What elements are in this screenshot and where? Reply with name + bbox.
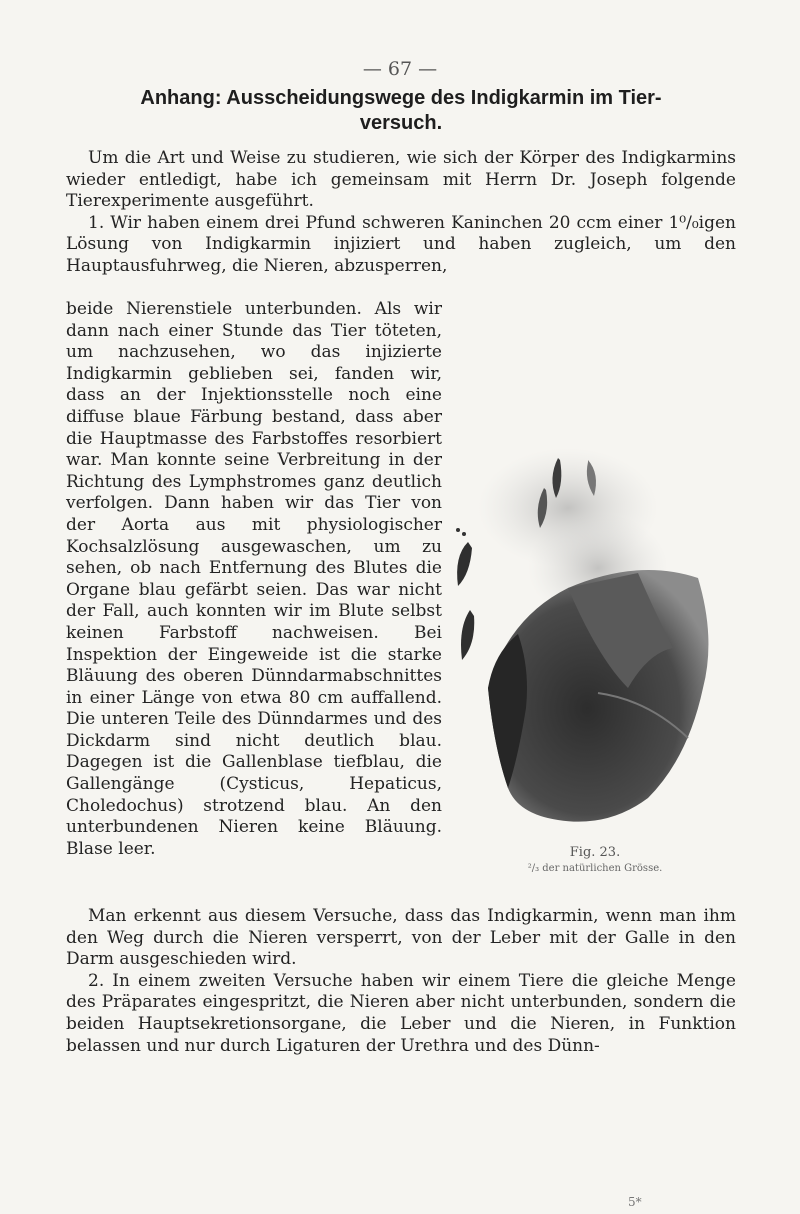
conclusion-text-block [66, 906, 736, 1057]
intro-text-block [66, 148, 736, 278]
figure-organ-illustration [448, 438, 716, 826]
figure-caption: Fig. 23. [569, 845, 621, 860]
paragraph-experiment-1: 1. Wir haben einem drei Pfund schweren Kaninchen 20 ccm einer 1⁰/₀igen Lösung von Indigkarmin injiziert und haben zugleich, um den Hauptausfuhrweg, die Nieren, abzusperren, [66, 212, 736, 276]
section-heading [66, 86, 736, 136]
duct-segment [457, 542, 472, 586]
paragraph-intro: Um die Art und Weise zu studieren, wie sich der Körper des Indigkarmins wieder entledigt, habe ich gemeinsam mit Herrn Dr. Joseph folgende Tierexperimente ausgeführt. [66, 148, 736, 212]
paragraph-conclusion: Man erkennt aus diesem Versuche, dass das Indigkarmin, wenn man ihm den Weg durch die Nieren versperrt, von der Leber mit der Galle in den Darm ausgeschieden wird. [66, 906, 736, 970]
printer-signature-mark: 5* [628, 1195, 642, 1209]
paragraph-experiment-1-continued: beide Nierenstiele unterbunden. Als wir dann nach einer Stunde das Tier töteten, um nachzusehen, wo das injizierte Indigkarmin geblieben sei, fanden wir, dass an der Injektionsstelle noch eine diffuse blaue Färbung bestand, dass aber die Hauptmasse des Farbstoffes resorbiert war. Man konnte seine Verbreitung in der Richtung des Lymphstromes ganz deutlich verfolgen. Dann haben wir das Tier von der Aorta aus mit physiologischer Kochsalzlösung ausgewaschen, um zu sehen, ob nach Entfernung des Blutes die Organe blau gefärbt seien. Das war nicht der Fall, auch konnten wir im Blute selbst keinen Farbstoff nachweisen. Bei Inspektion der Eingeweide ist die starke Bläuung des oberen Dünndarmabschnittes in einer Länge von etwa 80 cm auffallend. Die unteren Teile des Dünndarmes und des Dickdarm sind nicht deutlich blau. Dagegen ist die Gallenblase tiefblau, die Gallengänge (Cysticus, Hepaticus, Choledochus) strotzend blau. An den unterbundenen Nieren keine Bläuung. Blase leer. [66, 299, 442, 859]
figure-scale-note: ²/₃ der natürlichen Grösse. [527, 863, 663, 874]
heading-line-1: Anhang: Ausscheidungswege des Indigkarmin im Tier- [140, 87, 662, 109]
experiment-1-text-column [66, 299, 442, 860]
organ-drawing [448, 438, 716, 826]
page-number: — 67 — [362, 58, 438, 80]
gallbladder-shape [461, 610, 474, 660]
dot-mark [462, 532, 466, 536]
paragraph-experiment-2: 2. In einem zweiten Versuche haben wir einem Tiere die gleiche Menge des Präparates eingespritzt, die Nieren aber nicht unterbunden, sondern die beiden Hauptsekretionsorgane, die Leber und die Nieren, in Funktion belassen und nur durch Ligaturen der Urethra und des Dünn- [66, 970, 736, 1056]
dot-mark [456, 528, 460, 532]
heading-line-2: versuch. [359, 112, 443, 134]
